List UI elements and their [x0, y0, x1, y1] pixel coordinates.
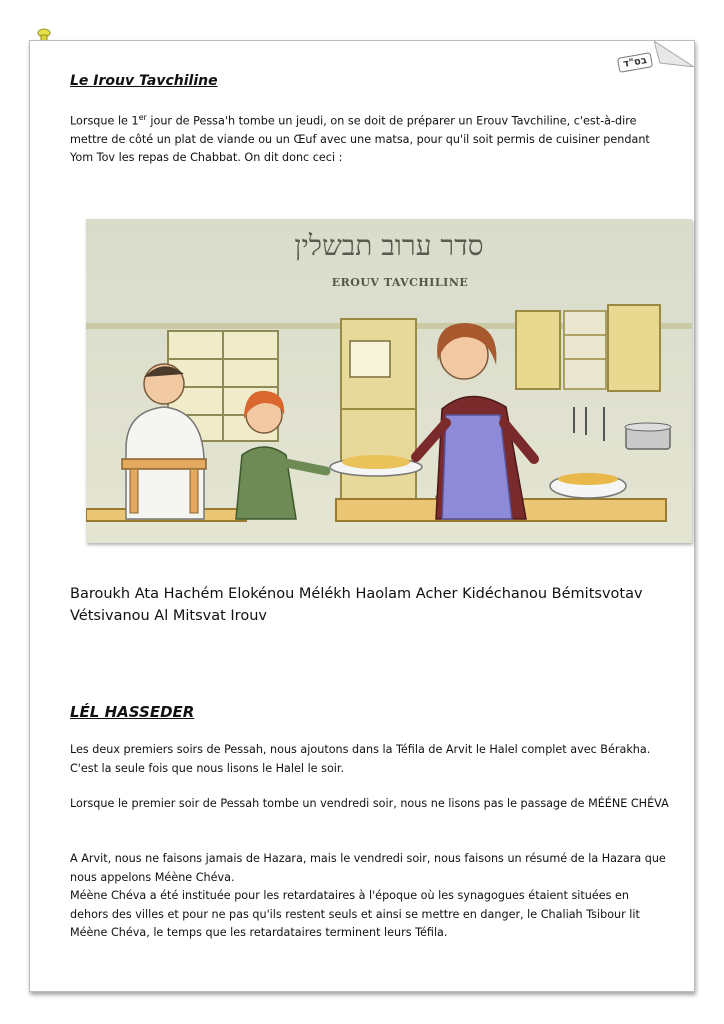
paragraph-halel: Les deux premiers soirs de Pessah, nous ajoutons dans la Téfila de Arvit le Halel complet avec Bérakha. C'est la seule fois que nous lisons le Halel le soir.	[70, 743, 651, 775]
erouv-tavchiline-illustration	[86, 219, 692, 543]
section-title-irouv: Le Irouv Tavchiline	[70, 73, 218, 89]
paragraph-arvit	[70, 850, 670, 943]
section-title-lel-hasseder: LÉL HASSEDER	[70, 703, 195, 721]
illustration-subtitle: Erouv Tavchiline	[331, 276, 469, 289]
paragraph-arvit-line2: Méène Chéva a été instituée pour les retardataires à l'époque où les synagogues étaient situées en dehors des villes et pour ne pas qu'ils restent seuls et ainsi se mettre en danger, le Chaliah Tsibour lit Méène Chéva, le temps que les retardataires terminent leurs Téfila.	[70, 889, 640, 939]
intro-text-start: Lorsque le 1	[70, 114, 139, 128]
paragraph-arvit-line1: A Arvit, nous ne faisons jamais de Hazara, mais le vendredi soir, nous faisons un résumé de la Hazara que nous appelons Méène Chéva.	[70, 852, 666, 884]
document-page	[29, 40, 695, 992]
illustration-hebrew-title: סדר ערוב תבשלין	[294, 229, 484, 262]
blessing-text: Baroukh Ata Hachém Elokénou Mélékh Haolam Acher Kidéchanou Bémitsvotav Vétsivanou Al Mitsvat Irouv	[70, 586, 643, 624]
intro-superscript: er	[138, 113, 147, 122]
page-curl-icon	[654, 41, 694, 67]
intro-paragraph	[70, 109, 670, 167]
paragraph-meene-cheva: Lorsque le premier soir de Pessah tombe un vendredi soir, nous ne lisons pas le passage de MÉÉNE CHÉVA	[70, 797, 669, 810]
intro-text-rest: jour de Pessa'h tombe un jeudi, on se doit de préparer un Erouv Tavchiline, c'est-à-dire mettre de côté un plat de viande ou un Œuf avec une matsa, pour qu'il soit permis de cuisiner pendant Yom Tov les repas de Chabbat. On dit donc ceci :	[70, 114, 650, 164]
bsd-stamp: בס"ד	[617, 52, 653, 73]
